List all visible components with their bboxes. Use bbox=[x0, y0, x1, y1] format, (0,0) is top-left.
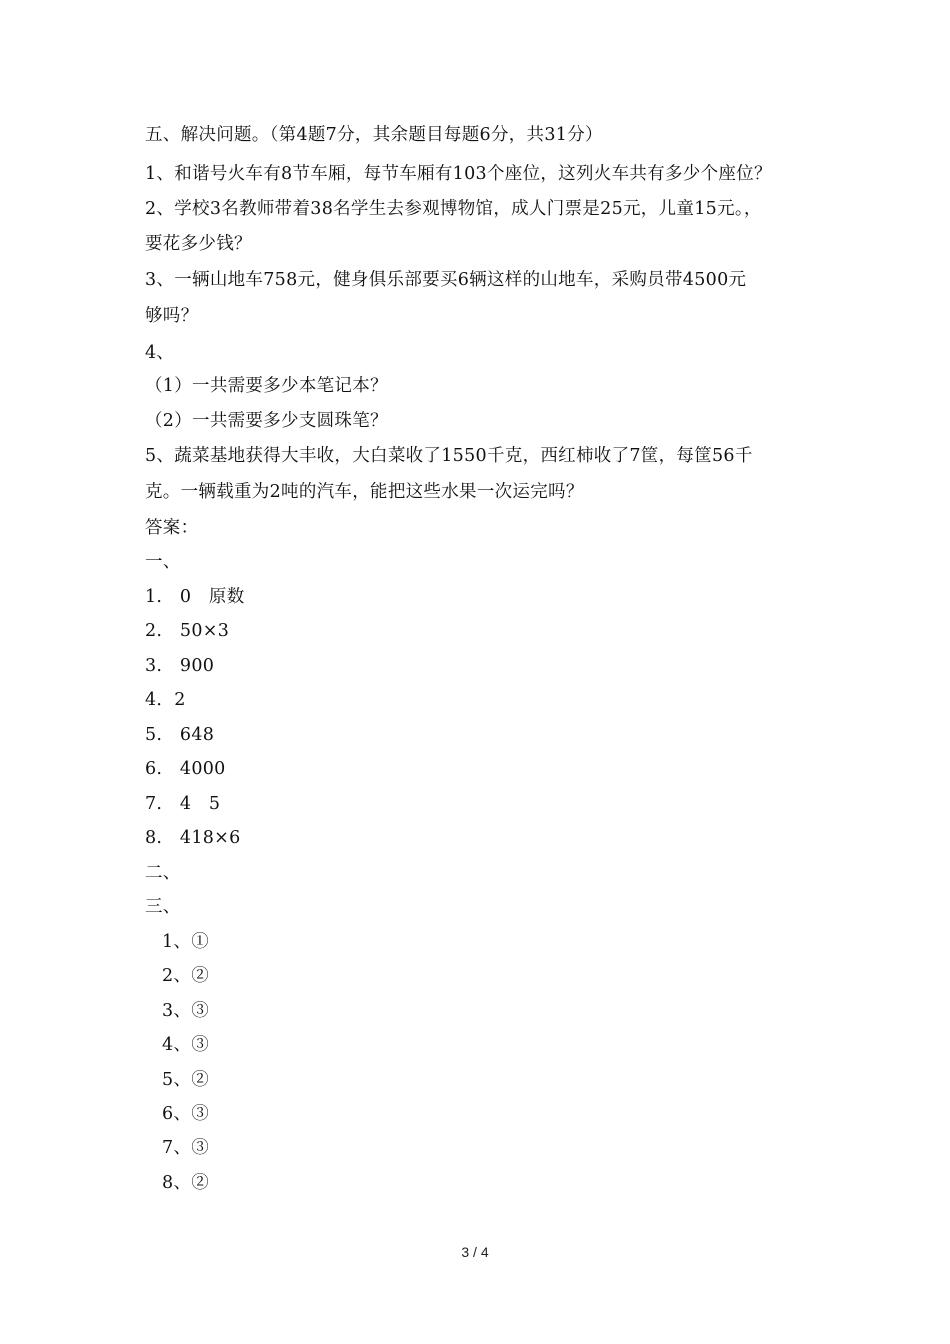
question-4-sub-1: （1）一共需要多少本笔记本？ bbox=[145, 376, 388, 396]
answer-item: 4、③ bbox=[162, 1035, 210, 1055]
answer-item: 4．2 bbox=[145, 690, 186, 710]
answer-item: 6. 4000 bbox=[145, 759, 226, 779]
answers-part-2-label: 二、 bbox=[145, 863, 181, 883]
answer-item: 1. 0 原数 bbox=[145, 587, 245, 607]
answer-item: 5、② bbox=[162, 1070, 210, 1090]
answer-item: 8. 418×6 bbox=[145, 828, 241, 848]
question-4-sub-2: （2）一共需要多少支圆珠笔？ bbox=[145, 411, 388, 431]
answer-item: 2. 50×3 bbox=[145, 621, 230, 641]
answer-item: 5. 648 bbox=[145, 725, 215, 745]
answers-title: 答案： bbox=[145, 518, 199, 538]
question-3-line-1: 3、一辆山地车758元，健身俱乐部要买6辆这样的山地车，采购员带4500元 bbox=[145, 270, 747, 290]
question-1: 1、和谐号火车有8节车厢，每节车厢有103个座位，这列火车共有多少个座位？ bbox=[145, 164, 772, 184]
answer-item: 2、② bbox=[162, 966, 210, 986]
question-5-line-1: 5、蔬菜基地获得大丰收，大白菜收了1550千克，西红柿收了7筐，每筐56千 bbox=[145, 446, 753, 466]
answers-part-1-label: 一、 bbox=[145, 552, 181, 572]
question-5-line-2: 克。一辆载重为2吨的汽车，能把这些水果一次运完吗？ bbox=[145, 482, 584, 502]
answer-item: 7、③ bbox=[162, 1138, 210, 1158]
answers-part-3-label: 三、 bbox=[145, 897, 181, 917]
answer-item: 3、③ bbox=[162, 1001, 210, 1021]
page-number: 3 / 4 bbox=[461, 1244, 489, 1260]
answer-item: 3. 900 bbox=[145, 656, 215, 676]
answer-item: 6、③ bbox=[162, 1104, 210, 1124]
answer-item: 1、① bbox=[162, 932, 210, 952]
question-2-line-2: 要花多少钱？ bbox=[145, 234, 252, 254]
section-five-heading: 五、解决问题。（第4题7分，其余题目每题6分，共31分） bbox=[145, 125, 603, 145]
question-2-line-1: 2、学校3名教师带着38名学生去参观博物馆，成人门票是25元，儿童15元。， bbox=[145, 199, 762, 219]
question-4: 4、 bbox=[145, 343, 175, 363]
question-3-line-2: 够吗？ bbox=[145, 306, 199, 326]
answer-item: 7. 4 5 bbox=[145, 794, 221, 814]
answer-item: 8、② bbox=[162, 1173, 210, 1193]
